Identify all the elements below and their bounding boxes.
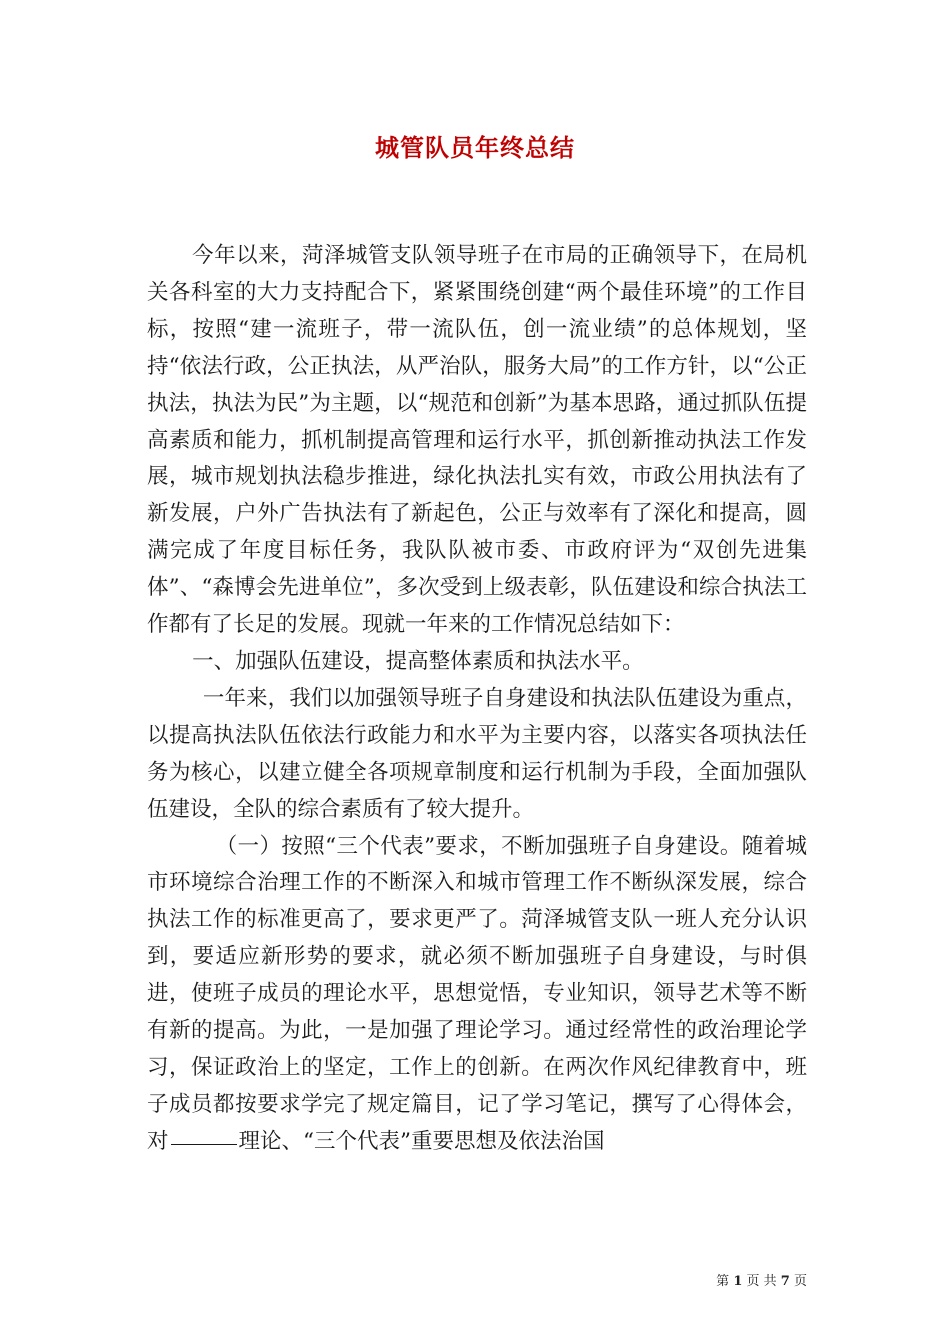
section-heading-1: 一、加强队伍建设，提高整体素质和执法水平。 (192, 648, 644, 674)
page-footer (716, 1270, 807, 1289)
paragraph-section-1: 一年来，我们以加强领导班子自身建设和执法队伍建设为重点，以提高执法队伍依法行政能力和水平为主要内容，以落实各项执法任务为核心，以建立健全各项规章制度和运行机制为手段，全面加强队伍建设，全队的综合素质有了较大提升。 (147, 685, 807, 822)
paragraph-subsection-1-text: （一）按照“三个代表”要求，不断加强班子自身建设。随着城市环境综合治理工作的不断深入和城市管理工作不断纵深发展，综合执法工作的标准更高了，要求更严了。菏泽城管支队一班人充分认识到，要适应新形势的要求，就必须不断加强班子自身建设，与时俱进，使班子成员的理论水平，思想觉悟，专业知识，领导艺术等不断有新的提高。为此，一是加强了理论学习。通过经常性的政治理论学习，保证政治上的坚定，工作上的创新。在两次作风纪律教育中，班子成员都按要求学完了规定篇目，记了学习笔记，撰写了心得体会，对 (147, 833, 807, 1154)
paragraph-intro: 今年以来，菏泽城管支队领导班子在市局的正确领导下，在局机关各科室的大力支持配合下，紧紧围绕创建“两个最佳环境”的工作目标，按照“建一流班子，带一流队伍，创一流业绩”的总体规划，坚持“依法行政，公正执法，从严治队，服务大局”的工作方针，以“公正执法，执法为民”为主题，以“规范和创新”为基本思路，通过抓队伍提高素质和能力，抓机制提高管理和运行水平，抓创新推动执法工作发展，城市规划执法稳步推进，绿化执法扎实有效，市政公用执法有了新发展，户外广告执法有了新起色，公正与效率有了深化和提高，圆满完成了年度目标任务，我队队被市委、市政府评为“双创先进集体”、“森博会先进单位”，多次受到上级表彰，队伍建设和综合执法工作都有了长足的发展。现就一年来的工作情况总结如下： (147, 243, 807, 638)
footer-page-number: 1 (733, 1274, 743, 1289)
footer-total-pages: 7 (780, 1274, 790, 1289)
document-body (147, 238, 807, 1161)
paragraph-subsection-1 (147, 829, 807, 1161)
footer-middle: 页 共 (746, 1274, 777, 1289)
footer-suffix: 页 (793, 1274, 807, 1289)
document-title: 城管队员年终总结 (375, 133, 575, 162)
footer-prefix: 第 (716, 1274, 730, 1289)
paragraph-subsection-1-tail: 理论、“三个代表”重要思想及依法治国 (238, 1128, 605, 1154)
fill-in-blank (171, 1143, 237, 1145)
